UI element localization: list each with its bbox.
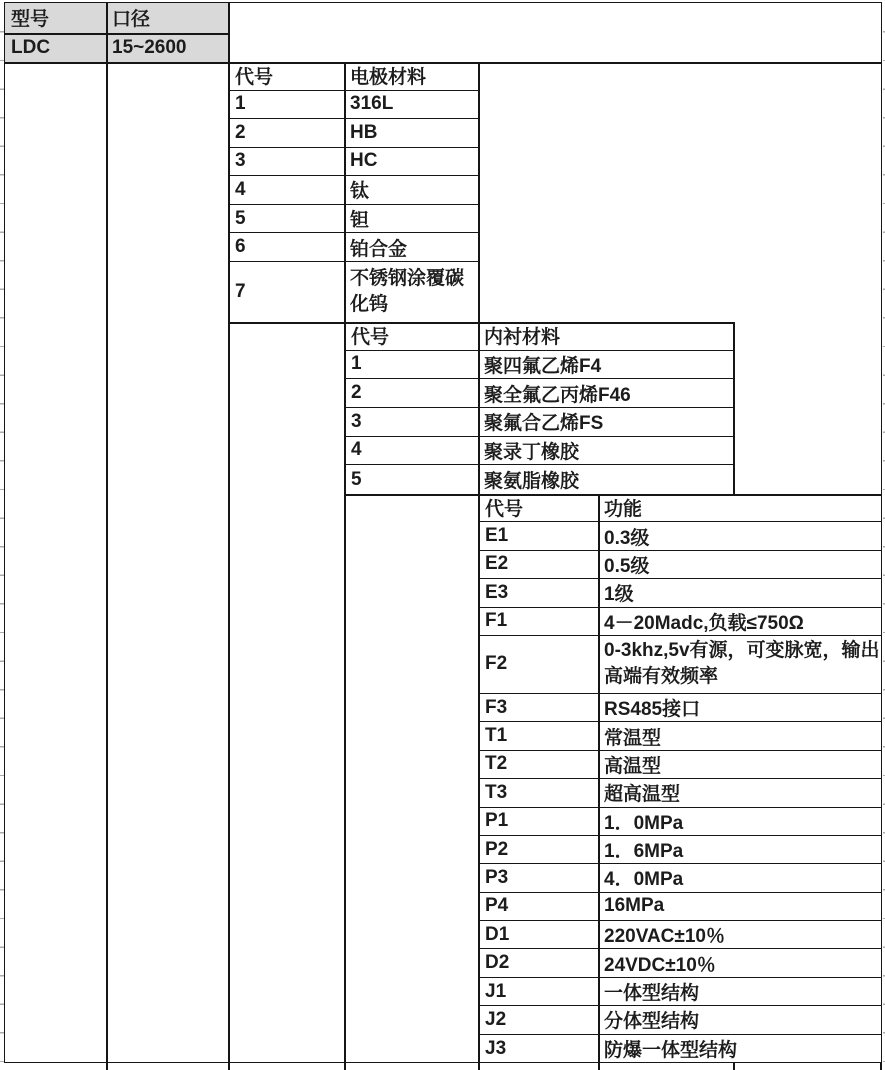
- table-row: [228, 91, 478, 120]
- cell-code[interactable]: 1: [235, 93, 246, 115]
- cell-code[interactable]: P4: [485, 895, 509, 917]
- table-row: [344, 465, 733, 494]
- cell-code-header[interactable]: 代号: [351, 327, 390, 349]
- cell-code[interactable]: F1: [485, 610, 508, 632]
- cell-code[interactable]: 7: [235, 280, 246, 302]
- table-row: [344, 408, 733, 437]
- cell-function[interactable]: RS485接口: [604, 699, 701, 721]
- cell-function[interactable]: 高温型: [604, 755, 662, 777]
- table-row: [478, 949, 882, 977]
- cell-code[interactable]: 2: [351, 382, 362, 404]
- table-row: [478, 494, 882, 522]
- grid-line-v: [733, 322, 735, 494]
- table-row: [478, 722, 882, 750]
- cell-code[interactable]: E2: [485, 553, 509, 575]
- table-row: [478, 522, 882, 550]
- cell-code[interactable]: 2: [235, 121, 246, 143]
- table-row: [344, 437, 733, 466]
- cell-code[interactable]: 1: [351, 353, 362, 375]
- cell-material[interactable]: 316L: [350, 93, 394, 115]
- cell-code[interactable]: D1: [485, 923, 510, 945]
- table-row: [478, 808, 882, 836]
- partial-next-row-line: [106, 1063, 108, 1070]
- cell-function[interactable]: 220VAC±10％: [604, 926, 725, 948]
- cell-model-value[interactable]: LDC: [11, 36, 51, 58]
- partial-next-row-line: [478, 1063, 480, 1070]
- partial-next-row-line: [880, 1063, 882, 1070]
- cell-code[interactable]: F3: [485, 696, 508, 718]
- cell-code[interactable]: P3: [485, 866, 509, 888]
- cell-material[interactable]: 聚氟合乙烯FS: [484, 413, 604, 435]
- cell-function[interactable]: 1级: [604, 584, 634, 606]
- cell-code[interactable]: 5: [351, 468, 362, 490]
- cell-function[interactable]: 一体型结构: [604, 983, 700, 1005]
- cell-function[interactable]: 0.3级: [604, 527, 650, 549]
- cell-model-header[interactable]: 型号: [11, 9, 50, 30]
- cell-code-header[interactable]: 代号: [235, 67, 274, 89]
- table-row: [478, 836, 882, 864]
- table-row: [478, 551, 882, 579]
- cell-material[interactable]: 聚全氟乙丙烯F46: [484, 384, 631, 406]
- table-row: [4, 33, 228, 62]
- cell-code[interactable]: E1: [485, 525, 509, 547]
- cell-function-header[interactable]: 功能: [604, 499, 643, 521]
- cell-function[interactable]: 1．6MPa: [604, 841, 684, 863]
- cell-material[interactable]: HC: [350, 150, 378, 172]
- cell-function[interactable]: 超高温型: [604, 784, 681, 806]
- cell-code[interactable]: J1: [485, 980, 507, 1002]
- table-row: [478, 921, 882, 949]
- table-row: [344, 379, 733, 408]
- table-row: [478, 751, 882, 779]
- table-row: [228, 62, 478, 91]
- cell-code[interactable]: F2: [485, 653, 508, 675]
- table-row: [478, 978, 882, 1006]
- cell-code[interactable]: J2: [485, 1008, 507, 1030]
- table-row: [4, 2, 228, 33]
- grid-line-v: [106, 2, 108, 1063]
- cell-code[interactable]: 3: [351, 410, 362, 432]
- cell-code[interactable]: 6: [235, 236, 246, 258]
- cell-material[interactable]: 钽: [350, 210, 370, 231]
- cell-function[interactable]: 4－20Madc,负载≤750Ω: [604, 612, 804, 634]
- table-row: [228, 233, 478, 262]
- cell-function[interactable]: 防爆一体型结构: [604, 1040, 738, 1062]
- cell-code[interactable]: 4: [235, 178, 246, 200]
- cell-diameter-header[interactable]: 口径: [112, 9, 151, 30]
- cell-code[interactable]: 4: [351, 439, 362, 461]
- partial-next-row-line: [228, 1063, 230, 1070]
- table-row: [478, 579, 882, 607]
- cell-code[interactable]: 5: [235, 207, 246, 229]
- cell-function[interactable]: 常温型: [604, 727, 662, 749]
- cell-function[interactable]: 分体型结构: [604, 1011, 700, 1033]
- table-row: [478, 1006, 882, 1034]
- cell-function[interactable]: 1．0MPa: [604, 812, 684, 834]
- cell-code-header[interactable]: 代号: [485, 499, 524, 521]
- cell-code[interactable]: J3: [485, 1037, 507, 1059]
- lining-material-table: [344, 322, 733, 494]
- table-row: [228, 262, 478, 322]
- electrode-material-table: [228, 62, 478, 322]
- partial-next-row-line: [733, 1063, 735, 1070]
- cell-code[interactable]: D2: [485, 952, 510, 974]
- cell-function[interactable]: 0-3khz,5v有源，可变脉宽，输出高端有效频率: [604, 640, 880, 688]
- cell-function[interactable]: 24VDC±10％: [604, 954, 716, 976]
- cell-function[interactable]: 16MPa: [604, 895, 665, 917]
- table-row: [228, 205, 478, 234]
- cell-code[interactable]: T3: [485, 781, 508, 803]
- table-row: [478, 1035, 882, 1063]
- cell-code[interactable]: P1: [485, 810, 509, 832]
- cell-material[interactable]: 聚录丁橡胶: [484, 441, 580, 463]
- table-row: [478, 694, 882, 722]
- table-row: [344, 351, 733, 380]
- table-row: [478, 608, 882, 636]
- cell-material[interactable]: 钛: [350, 181, 370, 203]
- cell-function[interactable]: 4．0MPa: [604, 869, 684, 891]
- table-row: [478, 779, 882, 807]
- table-row: [478, 864, 882, 892]
- cell-diameter-value[interactable]: 15~2600: [112, 36, 187, 58]
- table-row: [344, 322, 733, 351]
- table-row: [228, 148, 478, 177]
- cell-code[interactable]: T2: [485, 753, 508, 775]
- table-row: [478, 636, 882, 694]
- cell-material[interactable]: 聚氨脂橡胶: [484, 471, 580, 493]
- cell-code[interactable]: T1: [485, 725, 508, 747]
- cell-material[interactable]: 聚四氟乙烯F4: [484, 355, 602, 377]
- partial-next-row-line: [344, 1063, 346, 1070]
- function-table: [478, 494, 882, 1063]
- table-row: [228, 176, 478, 205]
- cell-material-header[interactable]: 内衬材料: [484, 327, 561, 349]
- table-row: [478, 893, 882, 921]
- cell-code[interactable]: 3: [235, 150, 246, 172]
- model-table: [4, 2, 228, 62]
- cell-material[interactable]: 铂合金: [350, 238, 408, 260]
- cell-material-header[interactable]: 电极材料: [350, 67, 427, 89]
- cell-code[interactable]: P2: [485, 838, 509, 860]
- cell-code[interactable]: E3: [485, 581, 509, 603]
- cell-function[interactable]: 0.5级: [604, 555, 650, 577]
- cell-material[interactable]: 不锈钢涂覆碳化钨: [350, 267, 465, 315]
- table-row: [228, 119, 478, 148]
- cell-material[interactable]: HB: [350, 121, 378, 143]
- partial-next-row-line: [598, 1063, 600, 1070]
